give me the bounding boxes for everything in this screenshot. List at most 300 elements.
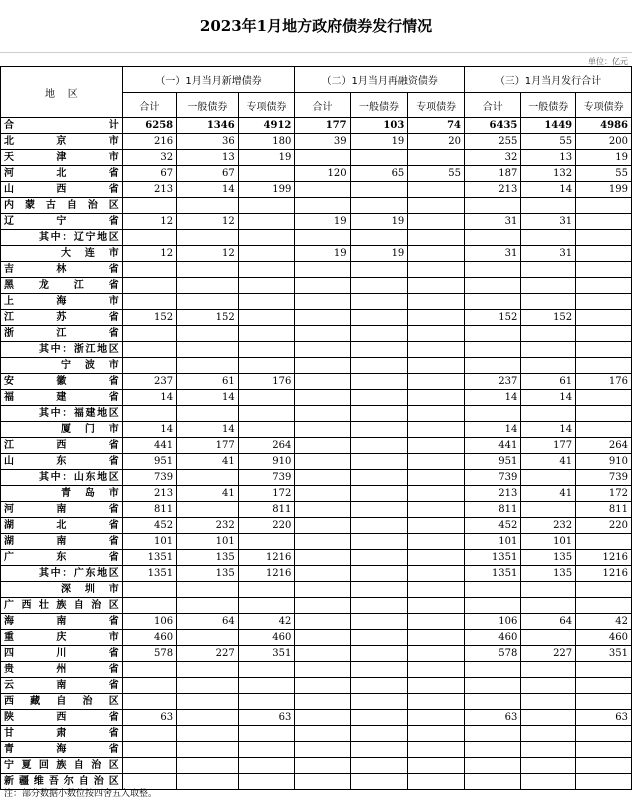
value-cell: 135 bbox=[521, 566, 576, 582]
value-cell bbox=[408, 646, 465, 662]
value-cell: 213 bbox=[122, 182, 176, 198]
value-cell bbox=[295, 534, 350, 550]
table-row bbox=[1, 390, 632, 406]
value-cell bbox=[295, 646, 350, 662]
value-cell: 811 bbox=[122, 502, 176, 518]
region-name: 广西壮族自治区 bbox=[1, 598, 123, 614]
value-cell bbox=[408, 246, 465, 262]
value-cell: 101 bbox=[122, 534, 176, 550]
value-cell: 135 bbox=[177, 550, 239, 566]
value-cell bbox=[295, 342, 350, 358]
value-cell: 176 bbox=[576, 374, 632, 390]
value-cell bbox=[408, 326, 465, 342]
value-cell bbox=[295, 582, 350, 598]
value-cell bbox=[177, 758, 239, 774]
value-cell: 67 bbox=[177, 166, 239, 182]
value-cell bbox=[295, 502, 350, 518]
value-cell bbox=[122, 662, 176, 678]
value-cell bbox=[521, 726, 576, 742]
value-cell bbox=[177, 678, 239, 694]
value-cell bbox=[521, 710, 576, 726]
value-cell: 739 bbox=[465, 470, 521, 486]
value-cell: 61 bbox=[521, 374, 576, 390]
value-cell bbox=[238, 662, 295, 678]
table-row bbox=[1, 486, 632, 502]
value-cell: 1351 bbox=[122, 550, 176, 566]
value-cell bbox=[576, 278, 632, 294]
value-cell: 460 bbox=[122, 630, 176, 646]
value-cell bbox=[465, 582, 521, 598]
value-cell bbox=[350, 550, 408, 566]
value-cell bbox=[350, 566, 408, 582]
table-row bbox=[1, 470, 632, 486]
value-cell: 55 bbox=[521, 134, 576, 150]
value-cell: 6258 bbox=[122, 118, 176, 134]
table-row bbox=[1, 630, 632, 646]
value-cell bbox=[408, 630, 465, 646]
value-cell bbox=[465, 678, 521, 694]
value-cell: 351 bbox=[238, 646, 295, 662]
table-row bbox=[1, 262, 632, 278]
value-cell bbox=[295, 262, 350, 278]
value-cell bbox=[408, 214, 465, 230]
region-name: 河北省 bbox=[1, 166, 123, 182]
table-row bbox=[1, 438, 632, 454]
table-row bbox=[1, 678, 632, 694]
value-cell bbox=[177, 294, 239, 310]
value-cell bbox=[295, 774, 350, 790]
value-cell: 19 bbox=[350, 214, 408, 230]
value-cell: 1216 bbox=[238, 550, 295, 566]
value-cell: 237 bbox=[465, 374, 521, 390]
value-cell bbox=[350, 502, 408, 518]
value-cell: 177 bbox=[521, 438, 576, 454]
value-cell bbox=[350, 198, 408, 214]
value-cell bbox=[122, 278, 176, 294]
sub-header-general: 一般债券 bbox=[350, 93, 408, 118]
value-cell bbox=[576, 230, 632, 246]
value-cell bbox=[576, 758, 632, 774]
value-cell bbox=[521, 678, 576, 694]
value-cell bbox=[408, 710, 465, 726]
value-cell bbox=[122, 262, 176, 278]
table-row bbox=[1, 422, 632, 438]
value-cell bbox=[521, 230, 576, 246]
value-cell bbox=[295, 550, 350, 566]
value-cell bbox=[521, 630, 576, 646]
value-cell: 14 bbox=[177, 422, 239, 438]
value-cell: 264 bbox=[238, 438, 295, 454]
value-cell bbox=[408, 550, 465, 566]
value-cell bbox=[350, 694, 408, 710]
value-cell: 31 bbox=[521, 246, 576, 262]
value-cell bbox=[576, 294, 632, 310]
value-cell bbox=[238, 326, 295, 342]
value-cell: 460 bbox=[576, 630, 632, 646]
value-cell: 152 bbox=[177, 310, 239, 326]
value-cell bbox=[350, 150, 408, 166]
value-cell bbox=[576, 598, 632, 614]
value-cell bbox=[350, 646, 408, 662]
table-row bbox=[1, 246, 632, 262]
value-cell: 12 bbox=[177, 214, 239, 230]
value-cell: 460 bbox=[465, 630, 521, 646]
value-cell bbox=[465, 774, 521, 790]
value-cell: 31 bbox=[465, 214, 521, 230]
value-cell bbox=[295, 742, 350, 758]
value-cell bbox=[177, 342, 239, 358]
value-cell: 31 bbox=[465, 246, 521, 262]
region-name: 山西省 bbox=[1, 182, 123, 198]
sub-header-general: 一般债券 bbox=[521, 93, 576, 118]
value-cell bbox=[408, 278, 465, 294]
region-name: 浙江省 bbox=[1, 326, 123, 342]
region-name: 黑龙江省 bbox=[1, 278, 123, 294]
value-cell bbox=[408, 582, 465, 598]
table-row bbox=[1, 166, 632, 182]
value-cell: 132 bbox=[521, 166, 576, 182]
table-row bbox=[1, 230, 632, 246]
table-row bbox=[1, 342, 632, 358]
value-cell: 1351 bbox=[465, 550, 521, 566]
value-cell: 452 bbox=[465, 518, 521, 534]
value-cell bbox=[350, 454, 408, 470]
value-cell bbox=[238, 774, 295, 790]
table-row bbox=[1, 214, 632, 230]
page-title: 2023年1月地方政府债券发行情况 bbox=[0, 0, 632, 53]
value-cell: 64 bbox=[177, 614, 239, 630]
value-cell bbox=[576, 246, 632, 262]
value-cell bbox=[177, 326, 239, 342]
value-cell bbox=[238, 358, 295, 374]
value-cell bbox=[576, 342, 632, 358]
value-cell bbox=[465, 406, 521, 422]
value-cell bbox=[408, 534, 465, 550]
value-cell bbox=[122, 678, 176, 694]
value-cell: 20 bbox=[408, 134, 465, 150]
sub-header-special: 专项债券 bbox=[576, 93, 632, 118]
value-cell bbox=[238, 262, 295, 278]
value-cell bbox=[177, 630, 239, 646]
value-cell bbox=[238, 342, 295, 358]
value-cell bbox=[238, 230, 295, 246]
value-cell bbox=[177, 662, 239, 678]
value-cell bbox=[295, 758, 350, 774]
value-cell: 176 bbox=[238, 374, 295, 390]
value-cell bbox=[521, 342, 576, 358]
value-cell bbox=[350, 710, 408, 726]
value-cell bbox=[350, 390, 408, 406]
value-cell bbox=[238, 422, 295, 438]
value-cell bbox=[408, 294, 465, 310]
value-cell bbox=[295, 230, 350, 246]
table-row bbox=[1, 566, 632, 582]
value-cell bbox=[177, 742, 239, 758]
table-row bbox=[1, 710, 632, 726]
value-cell: 19 bbox=[295, 214, 350, 230]
region-name: 江苏省 bbox=[1, 310, 123, 326]
value-cell: 910 bbox=[576, 454, 632, 470]
value-cell bbox=[521, 502, 576, 518]
table-body bbox=[1, 118, 632, 790]
table-row bbox=[1, 598, 632, 614]
region-name: 其中：辽宁地区 bbox=[1, 230, 123, 246]
region-name: 宁波市 bbox=[1, 358, 123, 374]
value-cell bbox=[238, 582, 295, 598]
value-cell: 1449 bbox=[521, 118, 576, 134]
value-cell bbox=[576, 262, 632, 278]
value-cell: 213 bbox=[122, 486, 176, 502]
value-cell bbox=[295, 310, 350, 326]
value-cell bbox=[122, 694, 176, 710]
value-cell bbox=[576, 742, 632, 758]
total-row bbox=[1, 118, 632, 134]
value-cell bbox=[238, 726, 295, 742]
region-name: 其中：广东地区 bbox=[1, 566, 123, 582]
value-cell: 101 bbox=[177, 534, 239, 550]
value-cell bbox=[350, 374, 408, 390]
region-name: 安徽省 bbox=[1, 374, 123, 390]
value-cell bbox=[177, 230, 239, 246]
value-cell bbox=[521, 278, 576, 294]
table-row bbox=[1, 614, 632, 630]
value-cell bbox=[465, 278, 521, 294]
value-cell: 14 bbox=[521, 390, 576, 406]
value-cell: 177 bbox=[295, 118, 350, 134]
value-cell bbox=[350, 310, 408, 326]
value-cell bbox=[350, 582, 408, 598]
value-cell bbox=[576, 774, 632, 790]
value-cell: 460 bbox=[238, 630, 295, 646]
table-row bbox=[1, 534, 632, 550]
value-cell: 14 bbox=[122, 422, 176, 438]
value-cell: 4912 bbox=[238, 118, 295, 134]
value-cell bbox=[465, 342, 521, 358]
value-cell bbox=[521, 294, 576, 310]
value-cell bbox=[350, 342, 408, 358]
value-cell bbox=[521, 198, 576, 214]
value-cell bbox=[295, 486, 350, 502]
region-name: 广东省 bbox=[1, 550, 123, 566]
value-cell bbox=[576, 310, 632, 326]
region-name: 其中：浙江地区 bbox=[1, 342, 123, 358]
value-cell bbox=[408, 342, 465, 358]
value-cell bbox=[238, 742, 295, 758]
bond-issuance-table bbox=[0, 66, 632, 790]
value-cell bbox=[408, 694, 465, 710]
region-name: 福建省 bbox=[1, 390, 123, 406]
sub-header-total: 合计 bbox=[122, 93, 176, 118]
value-cell bbox=[177, 598, 239, 614]
sub-header-special: 专项债券 bbox=[238, 93, 295, 118]
value-cell: 1216 bbox=[576, 566, 632, 582]
value-cell bbox=[177, 278, 239, 294]
value-cell bbox=[122, 598, 176, 614]
value-cell bbox=[350, 678, 408, 694]
table-row bbox=[1, 198, 632, 214]
value-cell bbox=[238, 198, 295, 214]
value-cell: 910 bbox=[238, 454, 295, 470]
value-cell bbox=[408, 598, 465, 614]
value-cell bbox=[350, 534, 408, 550]
value-cell: 14 bbox=[122, 390, 176, 406]
region-name: 天津市 bbox=[1, 150, 123, 166]
value-cell bbox=[350, 278, 408, 294]
table-header bbox=[1, 67, 632, 118]
value-cell bbox=[521, 470, 576, 486]
value-cell bbox=[465, 726, 521, 742]
table-row bbox=[1, 150, 632, 166]
value-cell bbox=[408, 310, 465, 326]
table-row bbox=[1, 502, 632, 518]
value-cell bbox=[350, 726, 408, 742]
value-cell bbox=[295, 630, 350, 646]
table-row bbox=[1, 182, 632, 198]
value-cell: 1216 bbox=[238, 566, 295, 582]
region-name: 湖南省 bbox=[1, 534, 123, 550]
value-cell bbox=[408, 374, 465, 390]
value-cell: 32 bbox=[122, 150, 176, 166]
region-name: 云南省 bbox=[1, 678, 123, 694]
value-cell bbox=[177, 582, 239, 598]
value-cell bbox=[350, 486, 408, 502]
value-cell bbox=[521, 758, 576, 774]
value-cell: 237 bbox=[122, 374, 176, 390]
value-cell bbox=[350, 630, 408, 646]
region-name: 新疆维吾尔自治区 bbox=[1, 774, 123, 790]
region-name: 贵州省 bbox=[1, 662, 123, 678]
value-cell bbox=[295, 422, 350, 438]
value-cell: 32 bbox=[465, 150, 521, 166]
table-row bbox=[1, 742, 632, 758]
value-cell bbox=[238, 214, 295, 230]
value-cell bbox=[295, 150, 350, 166]
value-cell bbox=[350, 518, 408, 534]
value-cell: 41 bbox=[177, 486, 239, 502]
value-cell: 42 bbox=[238, 614, 295, 630]
value-cell bbox=[295, 358, 350, 374]
value-cell bbox=[408, 230, 465, 246]
region-name: 吉林省 bbox=[1, 262, 123, 278]
value-cell: 213 bbox=[465, 182, 521, 198]
value-cell: 220 bbox=[238, 518, 295, 534]
value-cell bbox=[295, 726, 350, 742]
value-cell: 135 bbox=[177, 566, 239, 582]
value-cell: 19 bbox=[576, 150, 632, 166]
value-cell: 177 bbox=[177, 438, 239, 454]
value-cell bbox=[521, 694, 576, 710]
value-cell: 19 bbox=[295, 246, 350, 262]
value-cell: 63 bbox=[465, 710, 521, 726]
value-cell bbox=[238, 246, 295, 262]
value-cell: 39 bbox=[295, 134, 350, 150]
value-cell bbox=[576, 390, 632, 406]
value-cell: 199 bbox=[576, 182, 632, 198]
value-cell bbox=[350, 470, 408, 486]
value-cell: 41 bbox=[177, 454, 239, 470]
sub-header-total: 合计 bbox=[465, 93, 521, 118]
value-cell bbox=[295, 390, 350, 406]
region-name: 深圳市 bbox=[1, 582, 123, 598]
value-cell bbox=[576, 214, 632, 230]
value-cell bbox=[295, 566, 350, 582]
value-cell bbox=[295, 406, 350, 422]
value-cell: 187 bbox=[465, 166, 521, 182]
region-name: 山东省 bbox=[1, 454, 123, 470]
value-cell bbox=[350, 662, 408, 678]
sub-header-general: 一般债券 bbox=[177, 93, 239, 118]
value-cell bbox=[465, 198, 521, 214]
table-row bbox=[1, 406, 632, 422]
value-cell: 13 bbox=[177, 150, 239, 166]
value-cell: 452 bbox=[122, 518, 176, 534]
value-cell: 63 bbox=[122, 710, 176, 726]
value-cell bbox=[295, 614, 350, 630]
value-cell bbox=[350, 438, 408, 454]
value-cell: 227 bbox=[177, 646, 239, 662]
value-cell bbox=[295, 598, 350, 614]
region-name: 河南省 bbox=[1, 502, 123, 518]
value-cell bbox=[122, 726, 176, 742]
region-name: 重庆市 bbox=[1, 630, 123, 646]
value-cell bbox=[295, 518, 350, 534]
value-cell: 951 bbox=[122, 454, 176, 470]
value-cell bbox=[521, 742, 576, 758]
value-cell: 14 bbox=[177, 182, 239, 198]
value-cell bbox=[408, 486, 465, 502]
value-cell: 19 bbox=[350, 246, 408, 262]
region-name: 其中：福建地区 bbox=[1, 406, 123, 422]
value-cell: 200 bbox=[576, 134, 632, 150]
value-cell bbox=[122, 294, 176, 310]
value-cell bbox=[408, 422, 465, 438]
value-cell: 951 bbox=[465, 454, 521, 470]
value-cell bbox=[408, 566, 465, 582]
value-cell: 180 bbox=[238, 134, 295, 150]
value-cell bbox=[122, 326, 176, 342]
value-cell bbox=[350, 742, 408, 758]
region-name: 西藏自治区 bbox=[1, 694, 123, 710]
value-cell bbox=[350, 758, 408, 774]
group-header-total-issuance: （三）1月当月发行合计 bbox=[465, 67, 632, 93]
table-row bbox=[1, 326, 632, 342]
value-cell bbox=[295, 470, 350, 486]
value-cell: 811 bbox=[465, 502, 521, 518]
value-cell: 14 bbox=[177, 390, 239, 406]
value-cell bbox=[576, 662, 632, 678]
value-cell bbox=[408, 518, 465, 534]
value-cell bbox=[177, 358, 239, 374]
value-cell bbox=[295, 198, 350, 214]
value-cell bbox=[521, 406, 576, 422]
value-cell: 74 bbox=[408, 118, 465, 134]
value-cell bbox=[408, 662, 465, 678]
value-cell: 216 bbox=[122, 134, 176, 150]
region-name: 上海市 bbox=[1, 294, 123, 310]
value-cell bbox=[465, 230, 521, 246]
value-cell bbox=[521, 582, 576, 598]
region-header: 地 区 bbox=[1, 67, 123, 118]
value-cell: 19 bbox=[238, 150, 295, 166]
value-cell bbox=[408, 390, 465, 406]
value-cell bbox=[465, 662, 521, 678]
value-cell: 103 bbox=[350, 118, 408, 134]
table-row bbox=[1, 518, 632, 534]
value-cell bbox=[521, 774, 576, 790]
value-cell: 351 bbox=[576, 646, 632, 662]
value-cell: 19 bbox=[350, 134, 408, 150]
value-cell: 55 bbox=[408, 166, 465, 182]
